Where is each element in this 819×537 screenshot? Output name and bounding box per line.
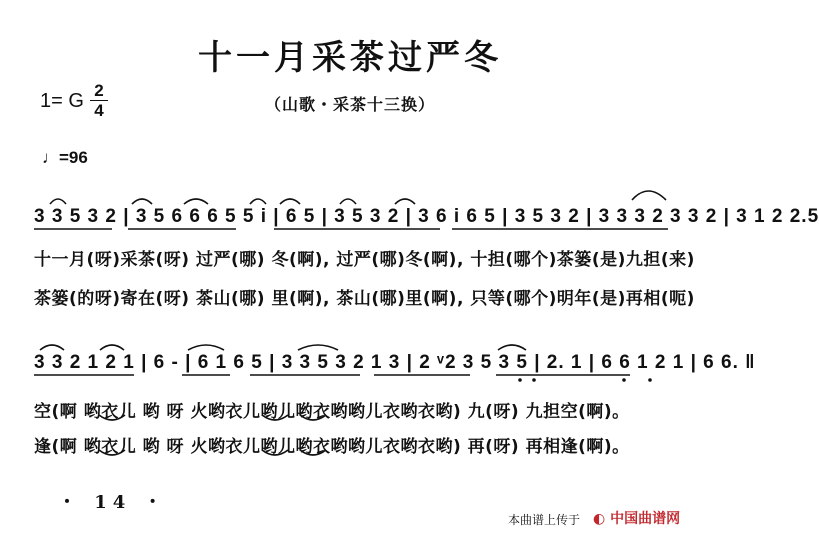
beam-underlines (34, 229, 668, 375)
low-octave-dot (532, 378, 536, 382)
slur (280, 199, 300, 204)
line1-notes: 3 3 5 3 2 | 3 5 6 6 6 5 5 i | 6 5 | 3 5 3 2 | 3 6 i 6 5 | 3 5 3 2 | 3 3 3 2 3 3 2 | 3 1 2 2.5 (34, 206, 819, 227)
time-signature-bottom: 4 (94, 101, 104, 120)
slur-arcs (40, 191, 666, 455)
site-logo-icon: ◐ (593, 511, 606, 527)
low-octave-dot (518, 378, 522, 382)
slur (395, 199, 415, 204)
song-subtitle: （山歌・采茶十三换） (264, 95, 435, 114)
site-logo (593, 508, 680, 528)
line1-lyrics-verse2: 茶篓(的呀)寄在(呀) 茶山(哪) 里(啊), 茶山(哪)里(啊), 只等(哪个)明年(是)再相(呃) (34, 289, 695, 309)
song-title: 十一月采茶过严冬 (198, 38, 502, 78)
lyric-slur (262, 450, 288, 455)
line2-lyrics-verse2: 逢(啊 哟衣儿 哟 呀 火哟衣儿哟儿哟衣哟哟儿衣哟衣哟) 再(呀) 再相逢(啊)。 (34, 437, 630, 457)
slur (40, 345, 64, 350)
upload-note: 本曲谱上传于 (508, 513, 581, 527)
slur (184, 199, 208, 204)
slur (340, 199, 356, 204)
low-octave-dot (622, 378, 626, 382)
lyric-slur (99, 415, 125, 420)
lyric-slur (300, 415, 326, 420)
slur (188, 345, 224, 350)
slur (250, 199, 266, 204)
line2-lyrics-verse1: 空(啊 哟衣儿 哟 呀 火哟衣儿哟儿哟衣哟哟儿衣哟衣哟) 九(呀) 九担空(啊)。 (34, 402, 630, 422)
slur (50, 199, 66, 204)
slur (100, 345, 124, 350)
slur (132, 199, 152, 204)
time-signature-top: 2 (94, 81, 104, 100)
page-number: ・ 14 ・ (58, 492, 168, 513)
lyric-slur (99, 450, 125, 455)
low-octave-dot (648, 378, 652, 382)
slur (632, 191, 666, 200)
tempo-marking: ♩=96 (42, 148, 88, 167)
key-signature: 1= G (40, 90, 84, 112)
site-name: 中国曲谱网 (610, 511, 681, 527)
lyric-slur (262, 415, 288, 420)
octave-dots (518, 378, 652, 382)
line2-notes: 3 3 2 1 2 1 | 6 - | 6 1 6 5 | 3 3 5 3 2 1 3 | 2 ᵛ2 3 5 3 5 | 2. 1 | 6 6 1 2 1 | 6 6. ‖ (34, 352, 756, 373)
line1-lyrics-verse1: 十一月(呀)采茶(呀) 过严(哪) 冬(啊), 过严(哪)冬(啊), 十担(哪个)茶篓(是)九担(来) (34, 250, 695, 270)
slur (498, 345, 526, 350)
lyric-slur (300, 450, 326, 455)
slur (298, 345, 338, 350)
